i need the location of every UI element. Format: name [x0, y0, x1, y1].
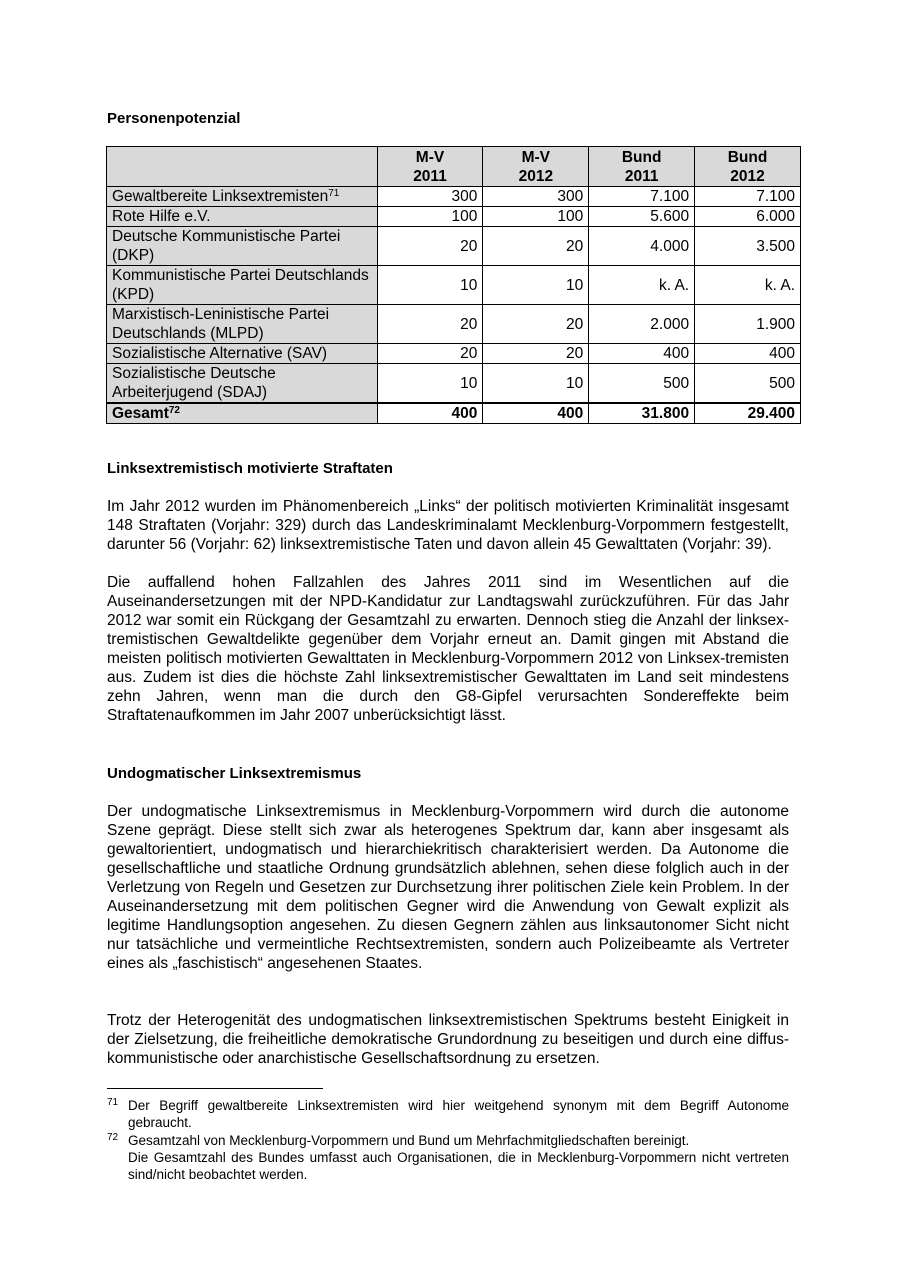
heading-straftaten: Linksextremistisch motivierte Straftaten	[107, 460, 393, 477]
total-value: 29.400	[695, 403, 801, 424]
paragraph-straftaten-1: Im Jahr 2012 wurden im Phänomenbereich „Links“ der politisch motivierten Kriminalität insgesamt 148 Straftaten (Vorjahr: 329) durch das Landeskriminalamt Mecklenburg-Vorpommern festgestellt, darunter 56 (Vorjahr: 62) linksextremistische Taten und davon allein 45 Gewalttaten (Vorjahr: 39).	[107, 498, 789, 553]
table-corner-cell	[107, 147, 378, 187]
row-label: Rote Hilfe e.V.	[107, 207, 378, 227]
cell-value: 500	[589, 364, 695, 404]
cell-value: 2.000	[589, 305, 695, 344]
footnote-separator	[107, 1088, 323, 1089]
cell-value: k. A.	[695, 266, 801, 305]
cell-value: 20	[483, 344, 589, 364]
cell-value: 4.000	[589, 227, 695, 266]
row-label: Marxistisch-Leninistische Partei Deutschlands (MLPD)	[107, 305, 378, 344]
total-value: 400	[483, 403, 589, 424]
header-bund-2012: Bund 2012	[695, 147, 801, 187]
row-label: Kommunistische Partei Deutschlands (KPD)	[107, 266, 378, 305]
footnote-text-2: Die Gesamtzahl des Bundes umfasst auch Organisationen, die in Mecklenburg-Vorpommern nicht vertreten sind/nicht beobachtet werden.	[128, 1150, 789, 1182]
footnote-mark: 72	[107, 1132, 119, 1143]
row-label: Sozialistische Alternative (SAV)	[107, 344, 378, 364]
cell-value: 500	[695, 364, 801, 404]
table-row	[107, 207, 801, 227]
total-label: Gesamt$^{72}$	[107, 403, 378, 424]
cell-value: 20	[483, 305, 589, 344]
cell-value: 20	[377, 227, 483, 266]
cell-value: k. A.	[589, 266, 695, 305]
cell-value: 5.600	[589, 207, 695, 227]
row-label: Deutsche Kommunistische Partei (DKP)	[107, 227, 378, 266]
cell-value: 7.100	[695, 187, 801, 207]
footnote-71	[107, 1097, 789, 1131]
footnote-72	[107, 1132, 789, 1183]
footnote-text: Gesamtzahl von Mecklenburg-Vorpommern und Bund um Mehrfachmitgliedschaften bereinigt.	[128, 1133, 690, 1148]
heading-personenpotenzial: Personenpotenzial	[107, 110, 241, 127]
table-row	[107, 364, 801, 404]
header-bund-2011: Bund 2011	[589, 147, 695, 187]
footnote-mark: 71	[107, 1097, 119, 1108]
cell-value: 400	[589, 344, 695, 364]
paragraph-undogmatisch-2: Trotz der Heterogenität des undogmatischen linksextremistischen Spektrums besteht Einigkeit in der Zielsetzung, die freiheitliche demokratische Grundordnung zu beseitigen und durch eine diffus-kommunistische oder anarchistische Gesellschaftsordnung zu ersetzen.	[107, 1012, 789, 1067]
cell-value: 300	[377, 187, 483, 207]
header-mv-2011: M-V 2011	[377, 147, 483, 187]
cell-value: 10	[377, 364, 483, 404]
cell-value: 3.500	[695, 227, 801, 266]
cell-value: 10	[483, 266, 589, 305]
header-mv-2012: M-V 2012	[483, 147, 589, 187]
paragraph-undogmatisch-1: Der undogmatische Linksextremismus in Mecklenburg-Vorpommern wird durch die autonome Szene geprägt. Diese stellt sich zwar als heterogenes Spektrum dar, kann aber insgesamt als gewaltorientiert, undogmatisch und hierarchiekritisch charakterisiert werden. Da Autonome die gesellschaftliche und staatliche Ordnung grundsätzlich ablehnen, sehen diese folglich auch in der Verletzung von Regeln und Gesetzen zur Durchsetzung ihrer politischen Ziele kein Problem. In der Auseinandersetzung mit dem politischen Gegner wird die Anwendung von Gewalt explizit als legitime Handlungsoption angesehen. Zu diesen Gegnern zählen aus linksautonomer Sicht nicht nur tatsächliche und vermeintliche Rechtsextremisten, sondern auch Polizeibeamte als Vertreter eines als „faschistisch“ angesehenen Staates.	[107, 803, 789, 972]
cell-value: 300	[483, 187, 589, 207]
table-row	[107, 266, 801, 305]
cell-value: 6.000	[695, 207, 801, 227]
cell-value: 20	[483, 227, 589, 266]
table-header-row	[107, 147, 801, 187]
total-value: 31.800	[589, 403, 695, 424]
table-row	[107, 305, 801, 344]
table-row	[107, 344, 801, 364]
cell-value: 20	[377, 305, 483, 344]
cell-value: 10	[377, 266, 483, 305]
cell-value: 10	[483, 364, 589, 404]
cell-value: 100	[483, 207, 589, 227]
table-row	[107, 227, 801, 266]
total-value: 400	[377, 403, 483, 424]
table-total-row	[107, 403, 801, 424]
cell-value: 20	[377, 344, 483, 364]
footnote-text: Der Begriff gewaltbereite Linksextremisten wird hier weitgehend synonym mit dem Begriff Autonome gebraucht.	[128, 1098, 789, 1130]
table-row	[107, 187, 801, 207]
personenpotenzial-table	[106, 146, 801, 424]
cell-value: 100	[377, 207, 483, 227]
heading-undogmatisch: Undogmatischer Linksextremismus	[107, 765, 362, 782]
row-label: Gewaltbereite Linksextremisten$^{71}$	[107, 187, 378, 207]
row-label: Sozialistische Deutsche Arbeiterjugend (SDAJ)	[107, 364, 378, 404]
cell-value: 7.100	[589, 187, 695, 207]
paragraph-straftaten-2: Die auffallend hohen Fallzahlen des Jahres 2011 sind im Wesentlichen auf die Auseinandersetzungen mit der NPD-Kandidatur zur Landtagswahl zurückzuführen. Für das Jahr 2012 war somit ein Rückgang der Gesamtzahl zu erwarten. Dennoch stieg die Anzahl der linksex-tremistischen Gewaltdelikte gegenüber dem Vorjahr erneut an. Damit gingen mit Abstand die meisten politisch motivierten Gewalttaten in Mecklenburg-Vorpommern 2012 von Linksex-tremisten aus. Zudem ist dies die höchste Zahl linksextremistischer Gewalttaten im Land seit mindestens zehn Jahren, wenn man die durch den G8-Gipfel verursachten Sondereffekte beim Straftatenaufkommen im Jahr 2007 unberücksichtigt lässt.	[107, 574, 789, 724]
cell-value: 1.900	[695, 305, 801, 344]
cell-value: 400	[695, 344, 801, 364]
